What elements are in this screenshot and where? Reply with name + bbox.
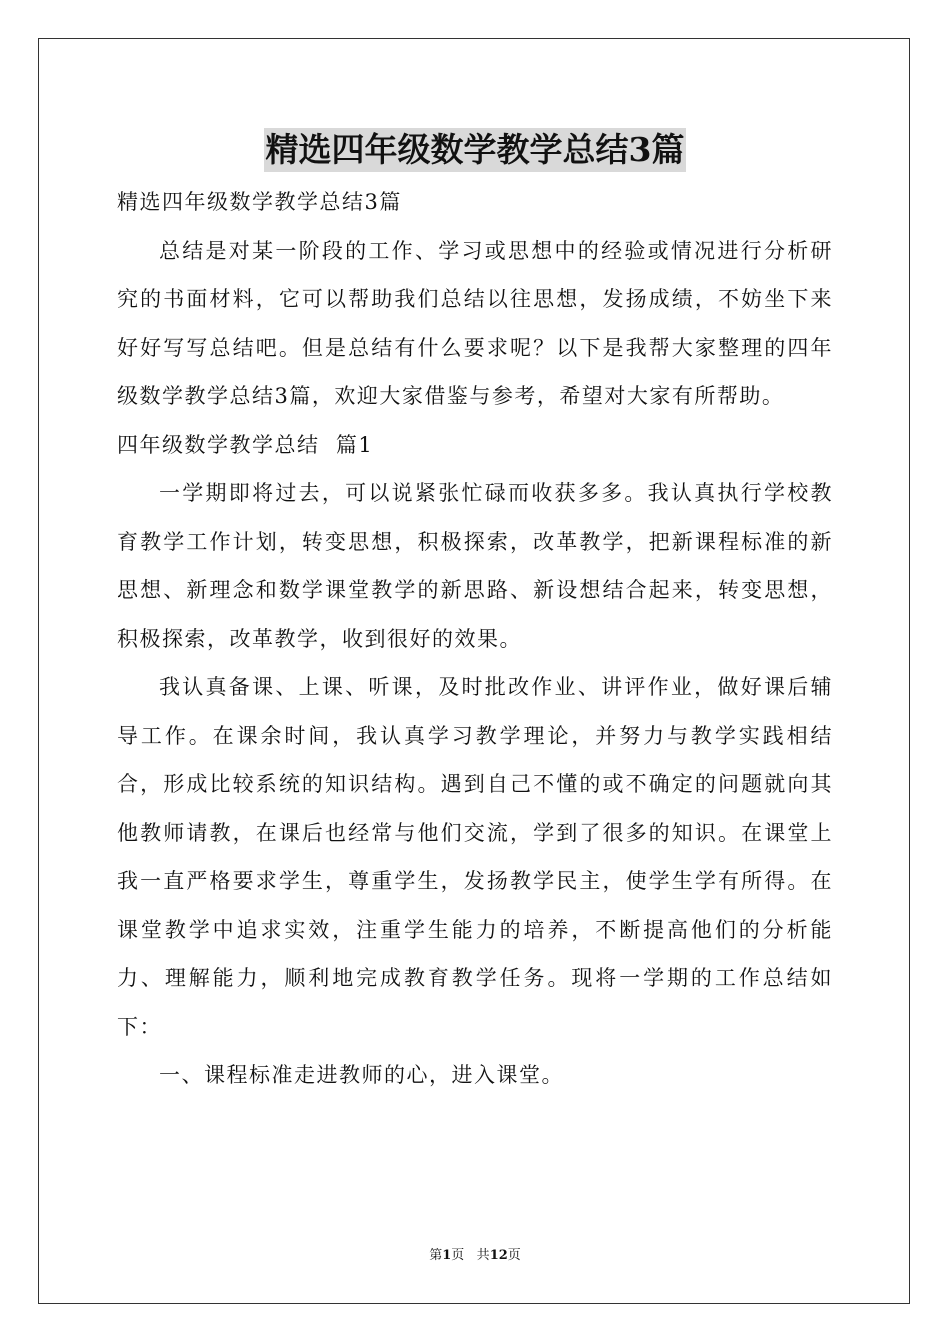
footer-page-number: 1 bbox=[442, 1248, 452, 1263]
body-paragraph: 一、课程标准走进教师的心，进入课堂。 bbox=[159, 1063, 564, 1087]
footer-total-suffix: 页 bbox=[507, 1248, 521, 1263]
footer-page-suffix: 页 bbox=[451, 1248, 465, 1263]
footer-total-pages: 12 bbox=[489, 1248, 508, 1263]
body-paragraph: 我认真备课、上课、听课，及时批改作业、讲评作业，做好课后辅导工作。在课余时间，我认真学习教学理论，并努力与教学实践相结合，形成比较系统的知识结构。遇到自己不懂的或不确定的问题就向其他教师请教，在课后也经常与他们交流，学到了很多的知识。在课堂上我一直严格要求学生，尊重学生，发扬教学民主，使学生学有所得。在课堂教学中追求实效，注重学生能力的培养，不断提高他们的分析能力、理解能力，顺利地完成教育教学任务。现将一学期的工作总结如下： bbox=[117, 675, 833, 1039]
intro-paragraph: 总结是对某一阶段的工作、学习或思想中的经验或情况进行分析研究的书面材料，它可以帮助我们总结以往思想，发扬成绩，不妨坐下来好好写写总结吧。但是总结有什么要求呢？以下是我帮大家整理的四年级数学教学总结3篇，欢迎大家借鉴与参考，希望对大家有所帮助。 bbox=[117, 238, 833, 408]
document-subtitle: 精选四年级数学教学总结3篇 bbox=[117, 190, 402, 214]
title-wrap bbox=[0, 128, 950, 172]
footer-total-prefix: 共 bbox=[476, 1248, 490, 1263]
body-paragraph: 一学期即将过去，可以说紧张忙碌而收获多多。我认真执行学校教育教学工作计划，转变思想，积极探索，改革教学，把新课程标准的新思想、新理念和数学课堂教学的新思路、新设想结合起来，转变思想，积极探索，改革教学，收到很好的效果。 bbox=[117, 481, 833, 651]
document-body bbox=[117, 178, 833, 1100]
document-title: 精选四年级数学教学总结3篇 bbox=[264, 128, 687, 172]
page-footer bbox=[0, 1247, 950, 1265]
section-heading: 四年级数学教学总结 篇1 bbox=[117, 432, 374, 457]
footer-page-prefix: 第 bbox=[429, 1248, 443, 1263]
